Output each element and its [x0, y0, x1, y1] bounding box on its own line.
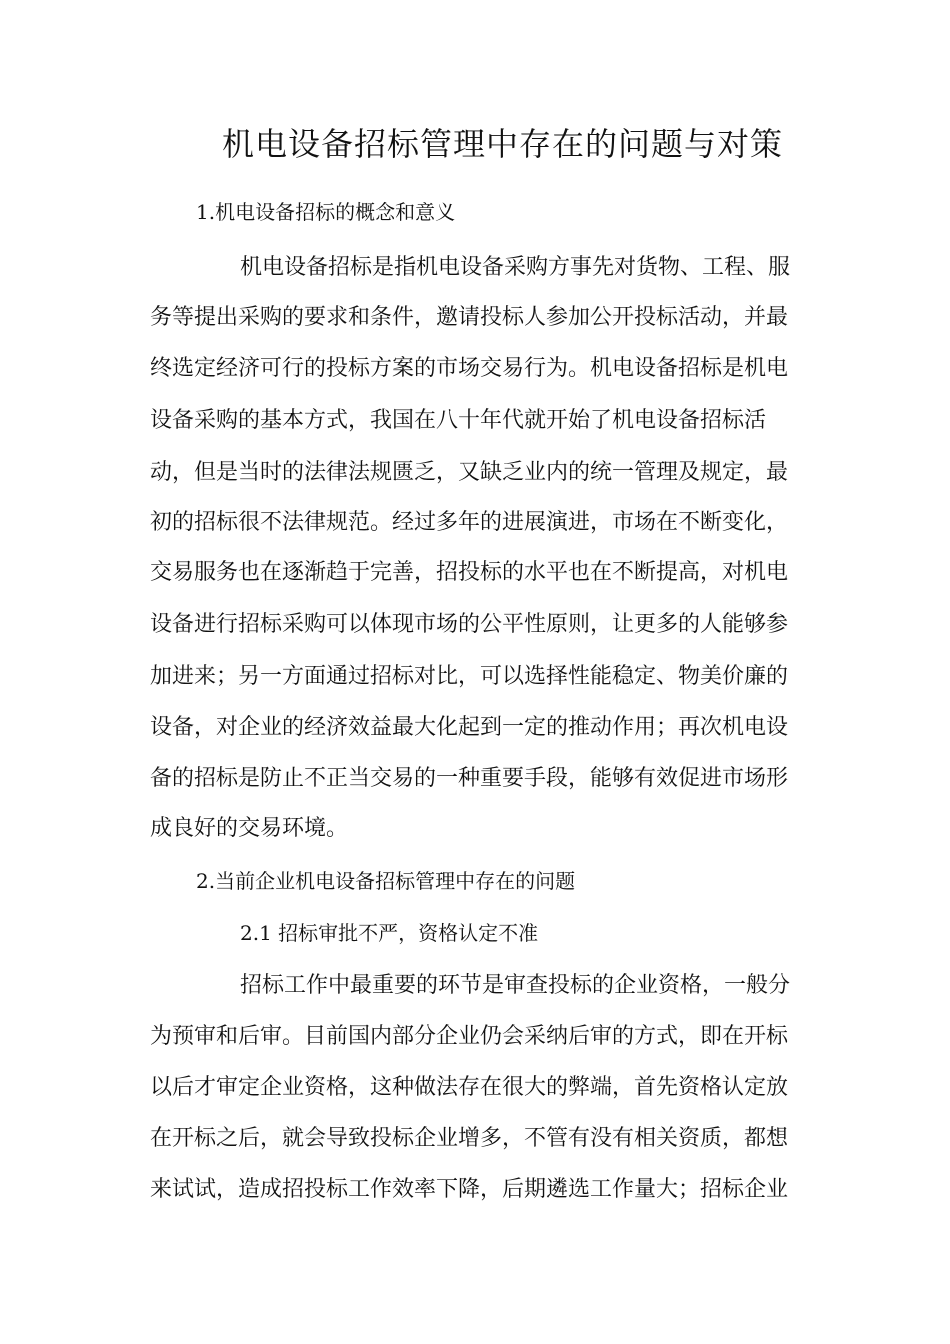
paragraph-line: 务等提出采购的要求和条件，邀请投标人参加公开投标活动，并最 — [150, 305, 789, 330]
paragraph-line: 以后才审定企业资格，这种做法存在很大的弊端，首先资格认定放 — [150, 1075, 789, 1100]
paragraph-line: 在开标之后，就会导致投标企业增多，不管有没有相关资质，都想 — [150, 1126, 789, 1151]
paragraph-line: 招标工作中最重要的环节是审查投标的企业资格，一般分 — [240, 973, 791, 998]
paragraph-line: 设备进行招标采购可以体现市场的公平性原则，让更多的人能够参 — [150, 612, 789, 637]
paragraph-line: 为预审和后审。目前国内部分企业仍会采纳后审的方式，即在开标 — [150, 1024, 789, 1049]
paragraph-line: 设备，对企业的经济效益最大化起到一定的推动作用；再次机电设 — [150, 715, 789, 740]
paragraph-line: 来试试，造成招投标工作效率下降，后期遴选工作量大；招标企业 — [150, 1177, 789, 1202]
section-heading-2: 2.当前企业机电设备招标管理中存在的问题 — [196, 869, 576, 893]
subsection-heading-2-1: 2.1 招标审批不严，资格认定不准 — [240, 921, 539, 945]
paragraph-line: 备的招标是防止不正当交易的一种重要手段，能够有效促进市场形 — [150, 766, 789, 791]
paragraph-line: 终选定经济可行的投标方案的市场交易行为。机电设备招标是机电 — [150, 356, 789, 381]
paragraph-line: 成良好的交易环境。 — [150, 816, 349, 841]
paragraph-line: 动，但是当时的法律法规匮乏，又缺乏业内的统一管理及规定，最 — [150, 460, 789, 485]
paragraph-line: 加进来；另一方面通过招标对比，可以选择性能稳定、物美价廉的 — [150, 664, 789, 689]
paragraph-line: 机电设备招标是指机电设备采购方事先对货物、工程、服 — [240, 255, 791, 280]
document-title: 机电设备招标管理中存在的问题与对策 — [222, 125, 784, 163]
section-heading-1: 1.机电设备招标的概念和意义 — [196, 200, 456, 224]
paragraph-line: 设备采购的基本方式，我国在八十年代就开始了机电设备招标活 — [150, 408, 767, 433]
paragraph-line: 交易服务也在逐渐趋于完善，招投标的水平也在不断提高，对机电 — [150, 560, 789, 585]
paragraph-line: 初的招标很不法律规范。经过多年的进展演进，市场在不断变化， — [150, 510, 789, 535]
